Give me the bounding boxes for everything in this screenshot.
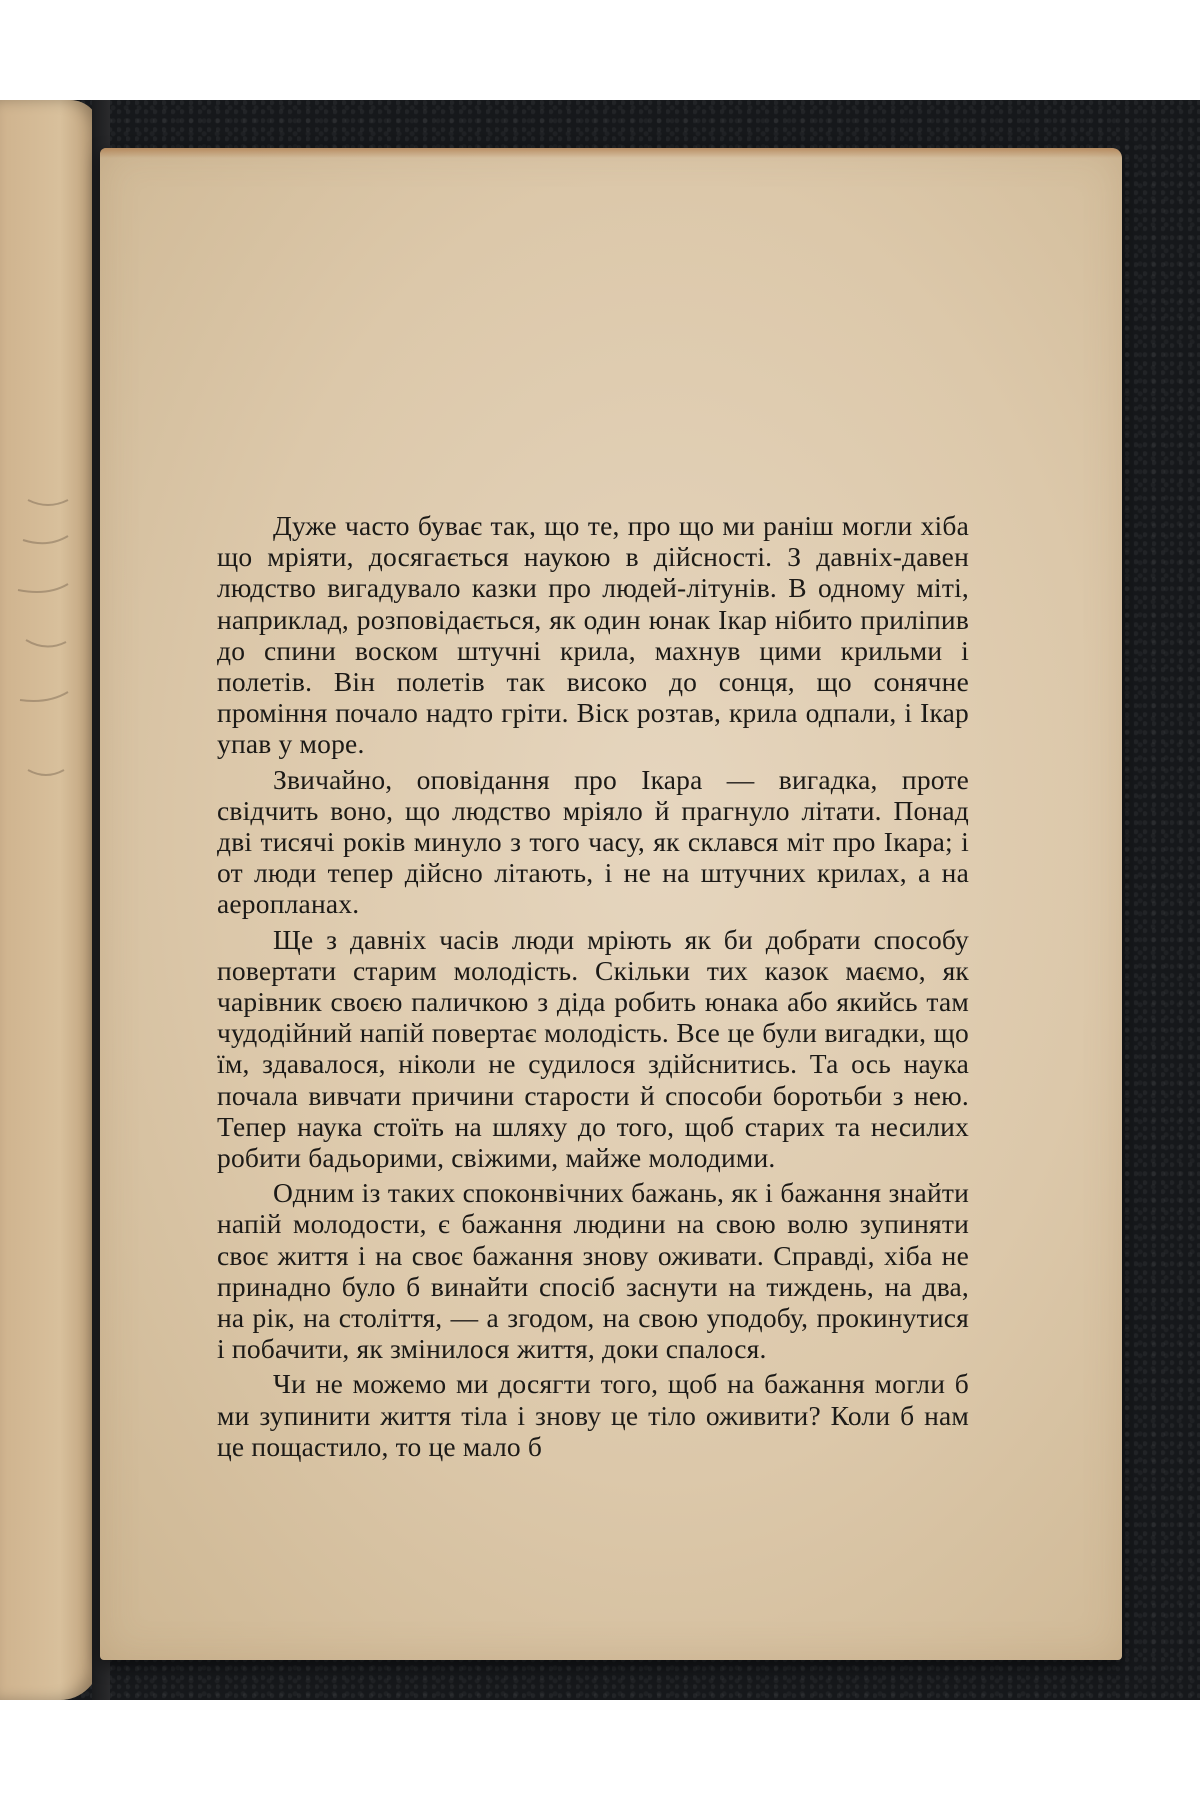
pencil-marks-icon <box>8 480 78 860</box>
book-photo <box>0 100 1200 1700</box>
page-text <box>217 510 969 1466</box>
paragraph-4: Одним із таких споконвічних бажань, як і бажання знайти напій молодости, є бажання людини на свою волю зупиняти своє життя і на своє бажання знову оживати. Справді, хіба не принадно було б винайти спосіб заснути на тиждень, на два, на рік, на століття, — а згодом, на свою уподобу, прокинутися і побачити, як змінилося життя, доки спалося. <box>217 1177 969 1365</box>
paragraph-5: Чи не можемо ми досягти того, щоб на бажання могли б ми зупинити життя тіла і знову це тіло оживити? Коли б нам це пощастило, то це мало б <box>217 1368 969 1462</box>
paragraph-1: Дуже часто буває так, що те, про що ми раніш могли хіба що мріяти, досягається наукою в дійсності. З давніх-давен людство вигадувало казки про людей-літунів. В одному міті, наприклад, розповідається, як один юнак Ікар нібито приліпив до спини воском штучні крила, махнув цими крильми і полетів. Він полетів так високо до сонця, що сонячне проміння почало надто гріти. Віск розтав, крила одпали, і Ікар упав у море. <box>217 510 969 760</box>
paragraph-3: Ще з давніх часів люди мріють як би добрати способу повертати старим молодість. Скільки тих казок маємо, як чарівник своєю паличкою з діда робить юнака або якийсь там чудодійний напій повертає молодість. Все це були вигадки, що їм, здавалося, ніколи не судилося здійснитись. Та ось наука почала вивчати причини старости й способи боротьби з нею. Тепер наука стоїть на шляху до того, щоб старих та несилих робити бадьорими, свіжими, майже молодими. <box>217 923 969 1174</box>
paragraph-2: Звичайно, оповідання про Ікара — вигадка, проте свідчить воно, що людство мріяло й прагнуло літати. Понад дві тисячі років минуло з того часу, як склався міт про Ікара; і от люди тепер дійсно літають, і не на штучних крилах, а на аеропланах. <box>217 763 969 920</box>
right-page <box>100 148 1122 1660</box>
left-page-edge <box>0 100 100 1700</box>
